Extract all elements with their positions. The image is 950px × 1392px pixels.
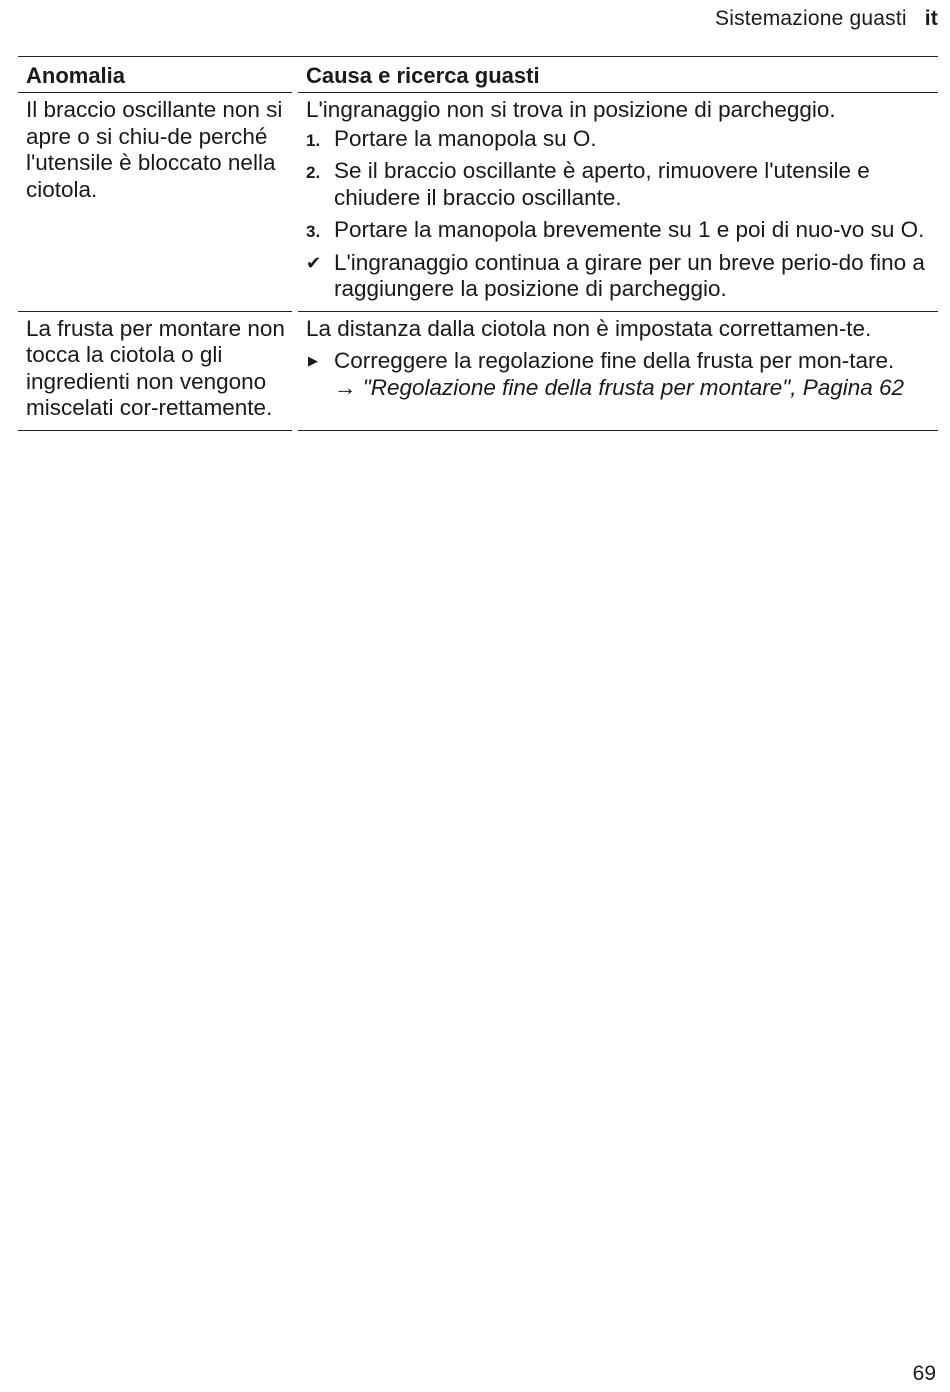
- page-number: 69: [912, 1362, 936, 1385]
- cause-cell: [295, 311, 938, 430]
- section-title: Sistemazione guasti: [715, 7, 907, 30]
- action-text: Correggere la regolazione fine della frusta per mon-tare.: [334, 348, 895, 373]
- column-header-anomaly: Anomalia: [18, 58, 295, 93]
- step-item: [306, 158, 932, 211]
- step-item: [306, 217, 932, 244]
- step-text: Portare la manopola brevemente su 1 e poi di nuo-vo su O.: [334, 217, 925, 242]
- cause-text: La distanza dalla ciotola non è impostata correttamen-te.: [306, 315, 872, 341]
- result-item: [306, 250, 932, 303]
- checkmark-icon: ✔: [306, 252, 322, 273]
- table-row: [18, 311, 938, 430]
- table-row: [18, 93, 938, 312]
- step-text: Portare la manopola su O.: [334, 125, 597, 151]
- header-divider: [18, 56, 938, 57]
- action-item: [306, 348, 932, 401]
- column-header-cause: Causa e ricerca guasti: [295, 58, 938, 93]
- anomaly-cell: La frusta per montare non tocca la ciotola o gli ingredienti non vengono miscelati cor-rettamente.: [18, 311, 295, 430]
- cause-cell: [295, 93, 938, 312]
- triangle-bullet-icon: ▶: [308, 353, 318, 368]
- running-header: [715, 7, 938, 31]
- reference-text: "Regolazione fine della frusta per montare", Pagina 62: [362, 374, 905, 400]
- language-code: it: [924, 7, 938, 30]
- page-reference: [334, 375, 932, 402]
- arrow-right-icon: →: [334, 374, 357, 400]
- anomaly-cell: Il braccio oscillante non si apre o si chiu-de perché l'utensile è bloccato nella ciotola.: [18, 93, 295, 312]
- step-number: 1.: [306, 130, 321, 150]
- step-text: Se il braccio oscillante è aperto, rimuovere l'utensile e chiudere il braccio oscillante.: [334, 158, 870, 210]
- cause-text: L'ingranaggio non si trova in posizione di parcheggio.: [306, 97, 836, 122]
- troubleshooting-table: [18, 58, 938, 431]
- result-text: L'ingranaggio continua a girare per un breve perio-do fino a raggiungere la posizione di parcheggio.: [334, 249, 925, 301]
- step-number: 2.: [306, 163, 321, 182]
- step-item: [306, 126, 932, 153]
- step-number: 3.: [306, 222, 321, 241]
- table-header-row: [18, 58, 938, 93]
